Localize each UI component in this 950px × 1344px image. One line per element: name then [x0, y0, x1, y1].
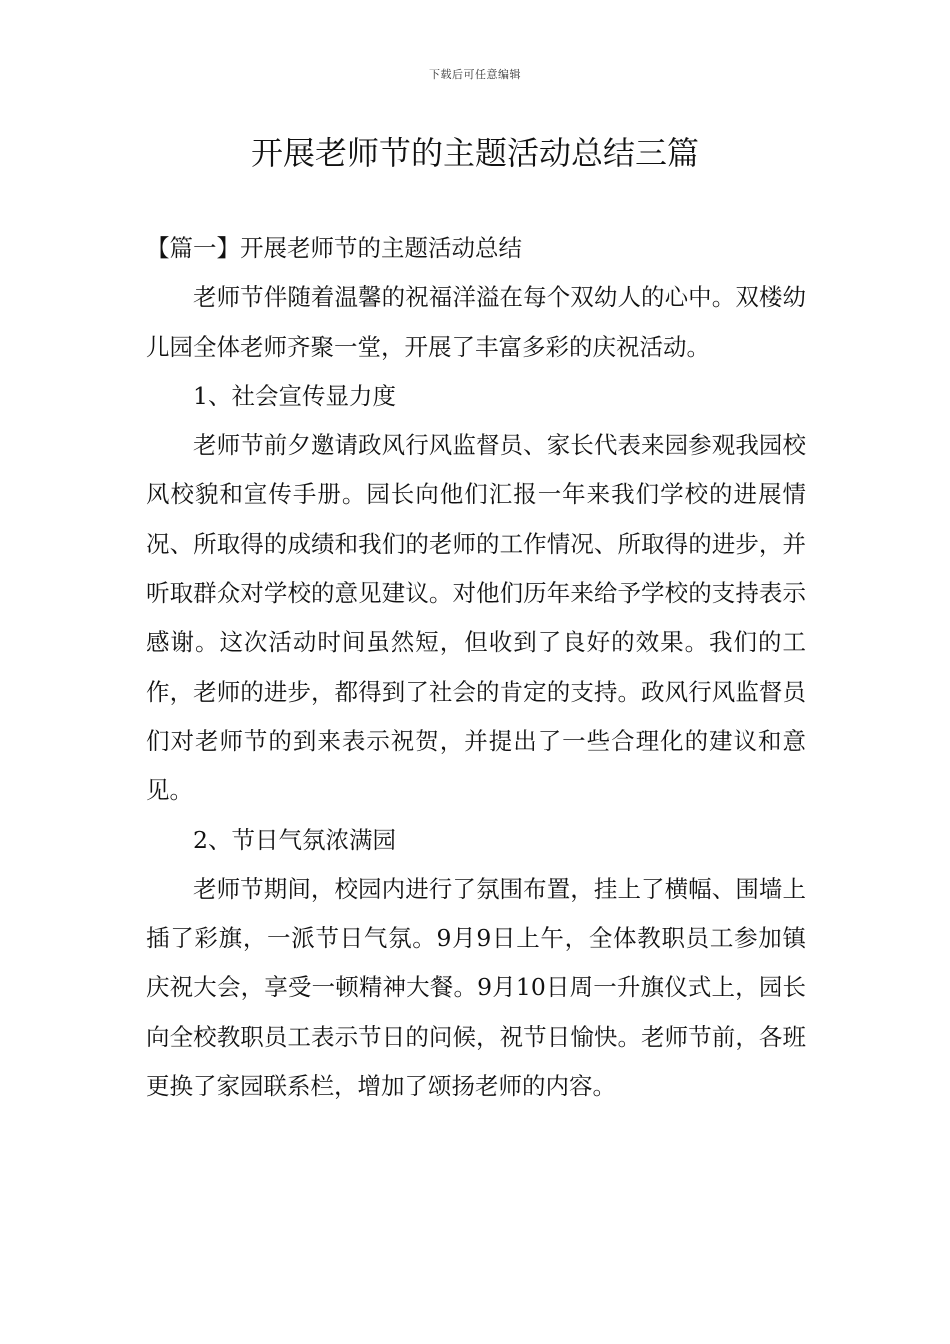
paragraph-intro: 老师节伴随着温馨的祝福洋溢在每个双幼人的心中。双楼幼儿园全体老师齐聚一堂，开展了丰富多彩的庆祝活动。 — [146, 283, 806, 361]
section-heading-1: 1、社会宣传显力度 — [193, 381, 396, 410]
document-body — [146, 224, 806, 1111]
document-title: 开展老师节的主题活动总结三篇 — [250, 134, 699, 172]
paragraph-section-2: 老师节期间，校园内进行了氛围布置，挂上了横幅、围墙上插了彩旗，一派节日气氛。9月9日上午，全体教职员工参加镇庆祝大会，享受一顿精神大餐。9月10日周一升旗仪式上，园长向全校教职员工表示节日的问候，祝节日愉快。老师节前，各班更换了家园联系栏，增加了颂扬老师的内容。 — [146, 874, 806, 1101]
paragraph-section-1: 老师节前夕邀请政风行风监督员、家长代表来园参观我园校风校貌和宣传手册。园长向他们汇报一年来我们学校的进展情况、所取得的成绩和我们的老师的工作情况、所取得的进步，并听取群众对学校的意见建议。对他们历年来给予学校的支持表示感谢。这次活动时间虽然短，但收到了良好的效果。我们的工作，老师的进步，都得到了社会的肯定的支持。政风行风监督员们对老师节的到来表示祝贺，并提出了一些合理化的建议和意见。 — [146, 431, 806, 805]
header-note: 下载后可任意编辑 — [429, 68, 521, 81]
section-heading-2: 2、节日气氛浓满园 — [193, 825, 396, 854]
part-heading: 【篇一】开展老师节的主题活动总结 — [146, 234, 522, 262]
